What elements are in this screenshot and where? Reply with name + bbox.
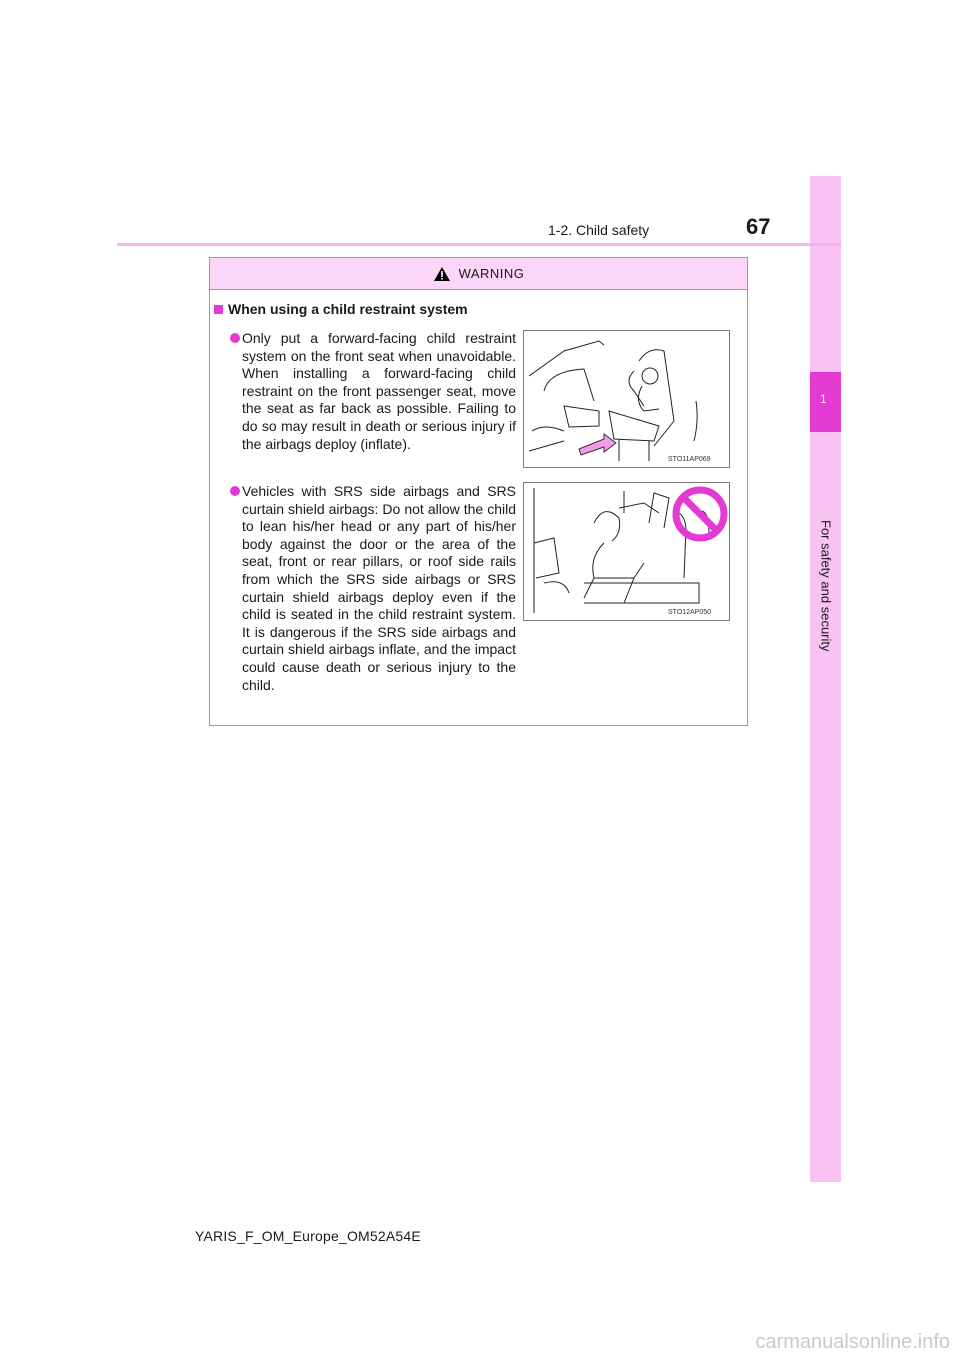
warning-subheading xyxy=(214,301,468,317)
warning-item-1 xyxy=(230,330,516,453)
chapter-number: 1 xyxy=(820,392,827,406)
header-divider xyxy=(117,243,841,246)
figure-code: STO11AP069 xyxy=(668,456,711,463)
warning-item-text: Vehicles with SRS side airbags and SRS curtain shield airbags: Do not allow the child to lean his/her head or any part of his/her body against the door or the area of the seat, front or rear pillars, or roof side rails from which the SRS side airbags or SRS curtain shield airbags deploy even if the child is seated in the child restraint system. It is dangerous if the SRS side airbags and curtain shield airbags inflate, and the impact could cause death or serious injury to the child. xyxy=(242,483,516,693)
site-watermark[interactable]: carmanualsonline.info xyxy=(755,1331,950,1353)
warning-box xyxy=(209,257,748,726)
child-seat-front-illustration xyxy=(524,331,729,467)
round-bullet-icon xyxy=(230,486,240,496)
warning-subheading-text: When using a child restraint system xyxy=(228,301,468,317)
figure-code: STO12AP050 xyxy=(668,609,712,616)
chapter-label: For safety and security xyxy=(818,520,834,652)
prohibition-icon xyxy=(676,490,724,538)
warning-triangle-icon xyxy=(433,266,451,282)
warning-title: WARNING xyxy=(458,266,525,281)
square-bullet-icon xyxy=(214,305,223,314)
warning-item-text: Only put a forward-facing child restraint system on the front seat when unavoidable. When installing a forward-facing child restraint on the front passenger seat, move the seat as far back as possible. Failing to do so may result in death or serious injury if the airbags deploy (inflate). xyxy=(242,330,516,452)
warning-item-2 xyxy=(230,483,516,694)
child-lean-door-illustration xyxy=(524,483,729,620)
figure-side-airbag-warning xyxy=(523,482,730,621)
page-number: 67 xyxy=(746,214,771,239)
chapter-side-tab xyxy=(810,176,841,1182)
figure-forward-facing-seat xyxy=(523,330,730,468)
warning-header xyxy=(210,258,747,290)
document-code: YARIS_F_OM_Europe_OM52A54E xyxy=(195,1228,421,1244)
section-title: 1-2. Child safety xyxy=(548,222,650,238)
round-bullet-icon xyxy=(230,333,240,343)
